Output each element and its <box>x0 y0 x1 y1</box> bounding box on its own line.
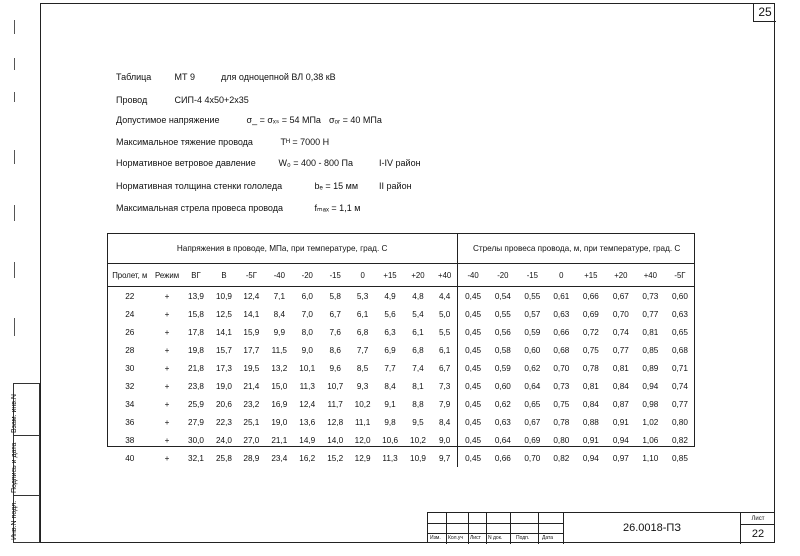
sag-cell: 0,60 <box>494 381 511 391</box>
span-cell: 40 <box>125 453 135 463</box>
info-wire-label: Провод <box>116 95 148 105</box>
stress-cell: 11,7 <box>327 399 343 409</box>
stress-cell: 7,0 <box>301 309 313 319</box>
stress-cell: 27,0 <box>243 435 260 445</box>
stress-cell: 7,7 <box>356 345 369 355</box>
sag-col-header: -5Г <box>665 264 695 287</box>
sag-cell: 0,67 <box>524 417 541 427</box>
stress-cell: 21,4 <box>243 381 260 391</box>
sag-cell: 0,94 <box>582 453 599 463</box>
stress-cell: 15,8 <box>188 309 204 319</box>
stress-cell: 10,9 <box>410 453 426 463</box>
table-body <box>107 287 695 468</box>
info-wire-line <box>116 95 249 105</box>
stress-cell: 10,7 <box>327 381 344 391</box>
stress-cell: 30,0 <box>188 435 204 445</box>
sag-cell: 0,78 <box>582 363 599 373</box>
sag-cell: 0,80 <box>671 417 688 427</box>
table-column-header-row <box>107 264 695 287</box>
stress-cell: 6,1 <box>412 327 424 337</box>
table-row <box>107 287 695 306</box>
stress-cell: 6,9 <box>384 345 396 355</box>
stress-cell: 23,8 <box>188 381 204 391</box>
sag-cell: 0,74 <box>671 381 688 391</box>
mode-cell: + <box>164 291 170 301</box>
sag-cell: 0,73 <box>553 381 570 391</box>
sag-cell: 0,63 <box>671 309 688 319</box>
sag-cell: 0,60 <box>524 345 541 355</box>
sag-cell: 0,66 <box>553 327 570 337</box>
info-stress-value2: σₒᵣ = 40 МПа <box>329 115 382 125</box>
sag-cell: 0,85 <box>671 453 688 463</box>
sag-cell: 0,62 <box>524 363 541 373</box>
span-cell: 22 <box>125 291 135 301</box>
stamp-label-docnum: N док. <box>488 535 503 541</box>
stress-cell: 9,7 <box>432 449 458 467</box>
sag-cell: 0,65 <box>671 327 688 337</box>
stress-cell: 4,9 <box>384 291 396 301</box>
sag-cell: 1,10 <box>642 453 659 463</box>
sag-cell: 1,06 <box>642 435 659 445</box>
stress-cell: 5,0 <box>432 305 458 323</box>
stress-cell: 8,4 <box>432 413 458 431</box>
info-ice-line <box>116 181 412 191</box>
sag-col-header: 0 <box>547 264 576 287</box>
sag-cell: 0,74 <box>612 327 629 337</box>
document-number: 26.0018-ПЗ <box>623 522 681 534</box>
sheet-number: 22 <box>740 525 775 544</box>
stress-col-header: -15 <box>321 264 349 287</box>
mode-cell: + <box>164 345 170 355</box>
mode-cell: + <box>164 399 170 409</box>
sag-cell: 0,91 <box>612 417 629 427</box>
sag-cell: 0,45 <box>465 417 482 427</box>
sag-cell: 0,55 <box>494 309 511 319</box>
header-sag: Стрелы провеса провода, м, при температуре, град. С <box>458 233 695 264</box>
stress-cell: 14,9 <box>299 435 316 445</box>
stress-col-header: -20 <box>293 264 321 287</box>
sag-cell: 0,78 <box>553 417 570 427</box>
sag-cell: 1,02 <box>642 417 659 427</box>
stress-cell: 9,0 <box>432 431 458 449</box>
side-stamp-cell <box>11 384 39 436</box>
info-sag-label: Максимальная стрела провеса провода <box>116 203 283 213</box>
sag-cell: 0,75 <box>582 345 599 355</box>
info-ice-region: II район <box>379 181 412 191</box>
stress-cell: 11,3 <box>382 453 398 463</box>
span-cell: 30 <box>125 363 135 373</box>
table-row <box>107 449 695 467</box>
stress-cell: 11,3 <box>299 381 315 391</box>
stress-cell: 14,1 <box>243 309 260 319</box>
stress-cell: 12,4 <box>243 291 260 301</box>
stress-cell: 12,9 <box>354 453 371 463</box>
stress-cell: 15,2 <box>327 453 344 463</box>
info-ice-value: bₑ = 15 мм <box>314 181 359 191</box>
stress-cell: 8,0 <box>301 327 313 337</box>
margin-dash <box>14 205 15 221</box>
info-wind-region: I-IV район <box>379 158 421 168</box>
sag-cell: 0,45 <box>465 381 482 391</box>
stress-cell: 6,8 <box>412 345 424 355</box>
span-cell: 26 <box>125 327 135 337</box>
sag-cell: 0,73 <box>642 291 659 301</box>
stamp-label-count: Кол.уч <box>448 535 463 541</box>
info-tension-label: Максимальное тяжение провода <box>116 137 253 147</box>
sag-cell: 0,98 <box>642 399 659 409</box>
stress-cell: 19,5 <box>243 363 260 373</box>
margin-dash <box>14 150 15 164</box>
stress-cell: 22,3 <box>216 417 232 427</box>
stress-cell: 15,9 <box>243 327 260 337</box>
stress-cell: 10,1 <box>299 363 316 373</box>
mode-cell: + <box>164 363 170 373</box>
stress-cell: 5,8 <box>329 291 341 301</box>
info-wire-value: СИП-4 4х50+2х35 <box>174 95 249 105</box>
sag-cell: 0,59 <box>524 327 541 337</box>
stress-cell: 25,8 <box>216 453 232 463</box>
sag-cell: 0,45 <box>465 363 482 373</box>
sag-cell: 0,56 <box>494 327 511 337</box>
stress-cell: 8,6 <box>329 345 341 355</box>
stress-cell: 6,1 <box>432 341 458 359</box>
stress-cell: 14,0 <box>327 435 344 445</box>
sag-cell: 0,97 <box>612 453 629 463</box>
stress-cell: 6,7 <box>432 359 458 377</box>
sag-cell: 0,67 <box>612 291 629 301</box>
sag-cell: 0,88 <box>582 417 599 427</box>
stress-cell: 5,4 <box>412 309 424 319</box>
sag-cell: 0,68 <box>671 345 688 355</box>
table-row <box>107 359 695 377</box>
stress-cell: 24,0 <box>216 435 232 445</box>
title-block <box>427 512 775 543</box>
info-wind-label: Нормативное ветровое давление <box>116 158 256 168</box>
info-table-line <box>116 72 336 82</box>
stamp-label-sign: Подп. <box>516 535 530 541</box>
stress-cell: 12,4 <box>299 399 316 409</box>
sag-cell: 0,77 <box>642 309 659 319</box>
sag-cell: 0,69 <box>524 435 541 445</box>
stress-cell: 6,1 <box>356 309 369 319</box>
sag-cell: 0,77 <box>671 399 688 409</box>
results-table <box>107 233 695 467</box>
stress-cell: 25,9 <box>188 399 204 409</box>
stress-cell: 17,3 <box>216 363 232 373</box>
sag-cell: 0,70 <box>524 453 541 463</box>
sag-cell: 0,94 <box>612 435 629 445</box>
side-stamp-inv-replace: Взам. инв.N <box>11 394 18 433</box>
span-cell: 38 <box>125 435 135 445</box>
sag-cell: 0,84 <box>582 399 599 409</box>
info-sag-value: fₘₐₓ = 1,1 м <box>314 203 361 213</box>
stress-cell: 27,9 <box>188 417 204 427</box>
stress-cell: 17,8 <box>188 327 204 337</box>
stress-cell: 20,6 <box>216 399 232 409</box>
sag-cell: 0,63 <box>494 417 511 427</box>
stress-cell: 9,3 <box>356 381 369 391</box>
stress-col-header: -40 <box>265 264 293 287</box>
sag-cell: 0,45 <box>465 327 482 337</box>
sheet-label: Лист <box>740 513 775 525</box>
sag-cell: 0,68 <box>553 345 570 355</box>
span-cell: 32 <box>125 381 135 391</box>
margin-dash <box>14 58 15 70</box>
sag-cell: 0,45 <box>465 291 482 301</box>
mode-cell: + <box>164 453 170 463</box>
stress-cell: 5,3 <box>356 291 369 301</box>
info-tension-value: Tᴴ = 7000 Н <box>280 137 330 147</box>
stress-cell: 13,9 <box>188 291 204 301</box>
span-cell: 28 <box>125 345 135 355</box>
sag-cell: 0,81 <box>582 381 599 391</box>
stress-cell: 21,8 <box>188 363 204 373</box>
stress-cell: 19,0 <box>271 417 288 427</box>
stress-cell: 8,4 <box>273 309 286 319</box>
sag-cell: 0,57 <box>524 309 541 319</box>
side-stamp <box>13 383 40 543</box>
stress-cell: 14,1 <box>216 327 232 337</box>
sag-cell: 0,89 <box>642 363 659 373</box>
sag-cell: 0,62 <box>494 399 511 409</box>
info-stress-label: Допустимое напряжение <box>116 115 220 125</box>
stress-cell: 16,9 <box>271 399 288 409</box>
stress-cell: 13,2 <box>271 363 288 373</box>
stress-cell: 13,6 <box>299 417 316 427</box>
sag-cell: 0,54 <box>494 291 511 301</box>
mode-cell: + <box>164 309 170 319</box>
margin-dash <box>14 92 15 102</box>
stress-cell: 8,8 <box>412 399 424 409</box>
table-row <box>107 341 695 359</box>
stress-col-header: -5Г <box>237 264 265 287</box>
sag-col-header: -40 <box>458 264 488 287</box>
stress-col-header: +20 <box>404 264 432 287</box>
stress-cell: 9,5 <box>412 417 424 427</box>
stress-cell: 16,2 <box>299 453 316 463</box>
stress-cell: 9,1 <box>384 399 396 409</box>
sag-cell: 0,75 <box>553 399 570 409</box>
sag-cell: 0,63 <box>553 309 570 319</box>
header-stress: Напряжения в проводе, МПа, при температуре, град. С <box>107 233 458 264</box>
stress-cell: 9,9 <box>273 327 286 337</box>
stress-cell: 12,8 <box>327 417 344 427</box>
stress-cell: 7,9 <box>432 395 458 413</box>
stamp-label-date: Дата <box>542 535 554 541</box>
side-stamp-inv-orig: Инв.N подл. <box>11 500 18 540</box>
stress-cell: 9,0 <box>301 345 313 355</box>
stress-col-header: ВГ <box>182 264 211 287</box>
stress-cell: 9,8 <box>384 417 396 427</box>
top-page-number: 25 <box>753 3 776 22</box>
mode-cell: + <box>164 435 170 445</box>
span-cell: 24 <box>125 309 135 319</box>
sag-cell: 0,70 <box>553 363 570 373</box>
sag-cell: 0,81 <box>612 363 629 373</box>
info-table-code: МТ 9 <box>174 72 196 82</box>
sag-cell: 0,66 <box>582 291 599 301</box>
sag-cell: 0,59 <box>494 363 511 373</box>
sag-cell: 0,81 <box>642 327 659 337</box>
side-stamp-cell <box>11 436 39 496</box>
margin-dash <box>14 20 15 34</box>
sag-cell: 0,65 <box>524 399 541 409</box>
sag-cell: 0,64 <box>494 435 511 445</box>
info-stress-value: σ_ = σₓₛ = 54 МПа <box>246 115 321 125</box>
mode-cell: + <box>164 417 170 427</box>
stress-cell: 21,1 <box>271 435 288 445</box>
stress-cell: 8,1 <box>412 381 424 391</box>
stress-cell: 17,7 <box>243 345 260 355</box>
stress-cell: 9,6 <box>329 363 341 373</box>
sag-cell: 0,84 <box>612 381 629 391</box>
sag-cell: 0,91 <box>582 435 599 445</box>
sag-cell: 0,61 <box>553 291 570 301</box>
info-sag-line <box>116 203 360 214</box>
stress-cell: 5,6 <box>384 309 396 319</box>
sag-cell: 0,45 <box>465 345 482 355</box>
sag-cell: 0,45 <box>465 399 482 409</box>
table-row <box>107 431 695 449</box>
table-row <box>107 323 695 341</box>
stress-cell: 19,0 <box>216 381 232 391</box>
stress-cell: 5,5 <box>432 323 458 341</box>
stress-cell: 7,7 <box>384 363 396 373</box>
sag-cell: 0,80 <box>553 435 570 445</box>
mode-cell: + <box>164 327 170 337</box>
stress-cell: 7,4 <box>412 363 424 373</box>
sag-cell: 0,94 <box>642 381 659 391</box>
margin-dash <box>14 318 15 336</box>
stamp-label-sheet: Лист <box>470 535 481 541</box>
info-wind-line <box>116 158 421 168</box>
margin-dash <box>14 262 15 278</box>
sag-cell: 0,82 <box>671 435 688 445</box>
table-header-row <box>107 233 695 264</box>
stress-cell: 4,8 <box>412 291 424 301</box>
stress-cell: 6,8 <box>356 327 369 337</box>
stress-cell: 15,7 <box>216 345 232 355</box>
stress-cell: 10,6 <box>382 435 399 445</box>
sag-cell: 0,55 <box>524 291 541 301</box>
stress-cell: 10,2 <box>410 435 426 445</box>
sag-col-header: +15 <box>576 264 606 287</box>
sag-cell: 0,71 <box>671 363 688 373</box>
stress-cell: 19,8 <box>188 345 204 355</box>
stress-cell: 8,4 <box>384 381 396 391</box>
sag-col-header: +20 <box>606 264 636 287</box>
stress-cell: 25,1 <box>243 417 260 427</box>
span-cell: 36 <box>125 417 135 427</box>
info-tension-line <box>116 137 329 147</box>
stress-cell: 23,4 <box>271 453 288 463</box>
sag-cell: 0,45 <box>465 453 482 463</box>
sag-cell: 0,87 <box>612 399 629 409</box>
stress-cell: 11,5 <box>271 345 287 355</box>
info-ice-label: Нормативная толщина стенки гололеда <box>116 181 283 191</box>
sag-cell: 0,72 <box>582 327 599 337</box>
stress-cell: 15,0 <box>271 381 288 391</box>
stress-cell: 12,0 <box>354 435 371 445</box>
sag-cell: 0,60 <box>671 291 688 301</box>
stress-cell: 11,1 <box>354 417 371 427</box>
stress-cell: 23,2 <box>243 399 260 409</box>
stress-cell: 6,0 <box>301 291 313 301</box>
stress-cell: 7,6 <box>329 327 341 337</box>
sag-col-header: +40 <box>636 264 665 287</box>
sag-cell: 0,66 <box>494 453 511 463</box>
side-stamp-sign-date: Подпись и дата <box>11 442 18 493</box>
sag-cell: 0,77 <box>612 345 629 355</box>
col-mode-header: Режим <box>153 264 182 287</box>
table-row <box>107 305 695 323</box>
stress-cell: 28,9 <box>243 453 260 463</box>
stress-cell: 7,1 <box>273 291 286 301</box>
sag-cell: 0,70 <box>612 309 629 319</box>
stress-col-header: В <box>211 264 238 287</box>
table-row <box>107 413 695 431</box>
sag-cell: 0,45 <box>465 435 482 445</box>
span-cell: 34 <box>125 399 135 409</box>
sag-cell: 0,82 <box>553 453 570 463</box>
col-span-header: Пролет, м <box>107 264 153 287</box>
stress-col-header: 0 <box>349 264 376 287</box>
table-row <box>107 395 695 413</box>
mode-cell: + <box>164 381 170 391</box>
stress-cell: 10,2 <box>354 399 371 409</box>
stress-cell: 4,4 <box>432 287 458 306</box>
stress-cell: 6,7 <box>329 309 341 319</box>
table-row <box>107 377 695 395</box>
stress-col-header: +40 <box>432 264 458 287</box>
sag-cell: 0,58 <box>494 345 511 355</box>
sag-cell: 0,85 <box>642 345 659 355</box>
stress-cell: 7,3 <box>432 377 458 395</box>
sag-cell: 0,45 <box>465 309 482 319</box>
info-table-desc: для одноцепной ВЛ 0,38 кВ <box>221 72 336 82</box>
info-table-label: Таблица <box>116 72 152 82</box>
sag-col-header: -15 <box>518 264 547 287</box>
stamp-label-change: Изм. <box>430 535 441 541</box>
stress-cell: 12,5 <box>216 309 232 319</box>
stress-cell: 8,5 <box>356 363 369 373</box>
stress-cell: 32,1 <box>188 453 204 463</box>
sag-col-header: -20 <box>488 264 518 287</box>
stress-col-header: +15 <box>376 264 404 287</box>
info-wind-value: W₀ = 400 - 800 Па <box>278 158 354 168</box>
side-stamp-cell <box>11 496 39 542</box>
stress-cell: 10,9 <box>216 291 232 301</box>
stress-cell: 6,3 <box>384 327 396 337</box>
info-stress-line <box>116 115 382 126</box>
sag-cell: 0,64 <box>524 381 541 391</box>
sag-cell: 0,69 <box>582 309 599 319</box>
